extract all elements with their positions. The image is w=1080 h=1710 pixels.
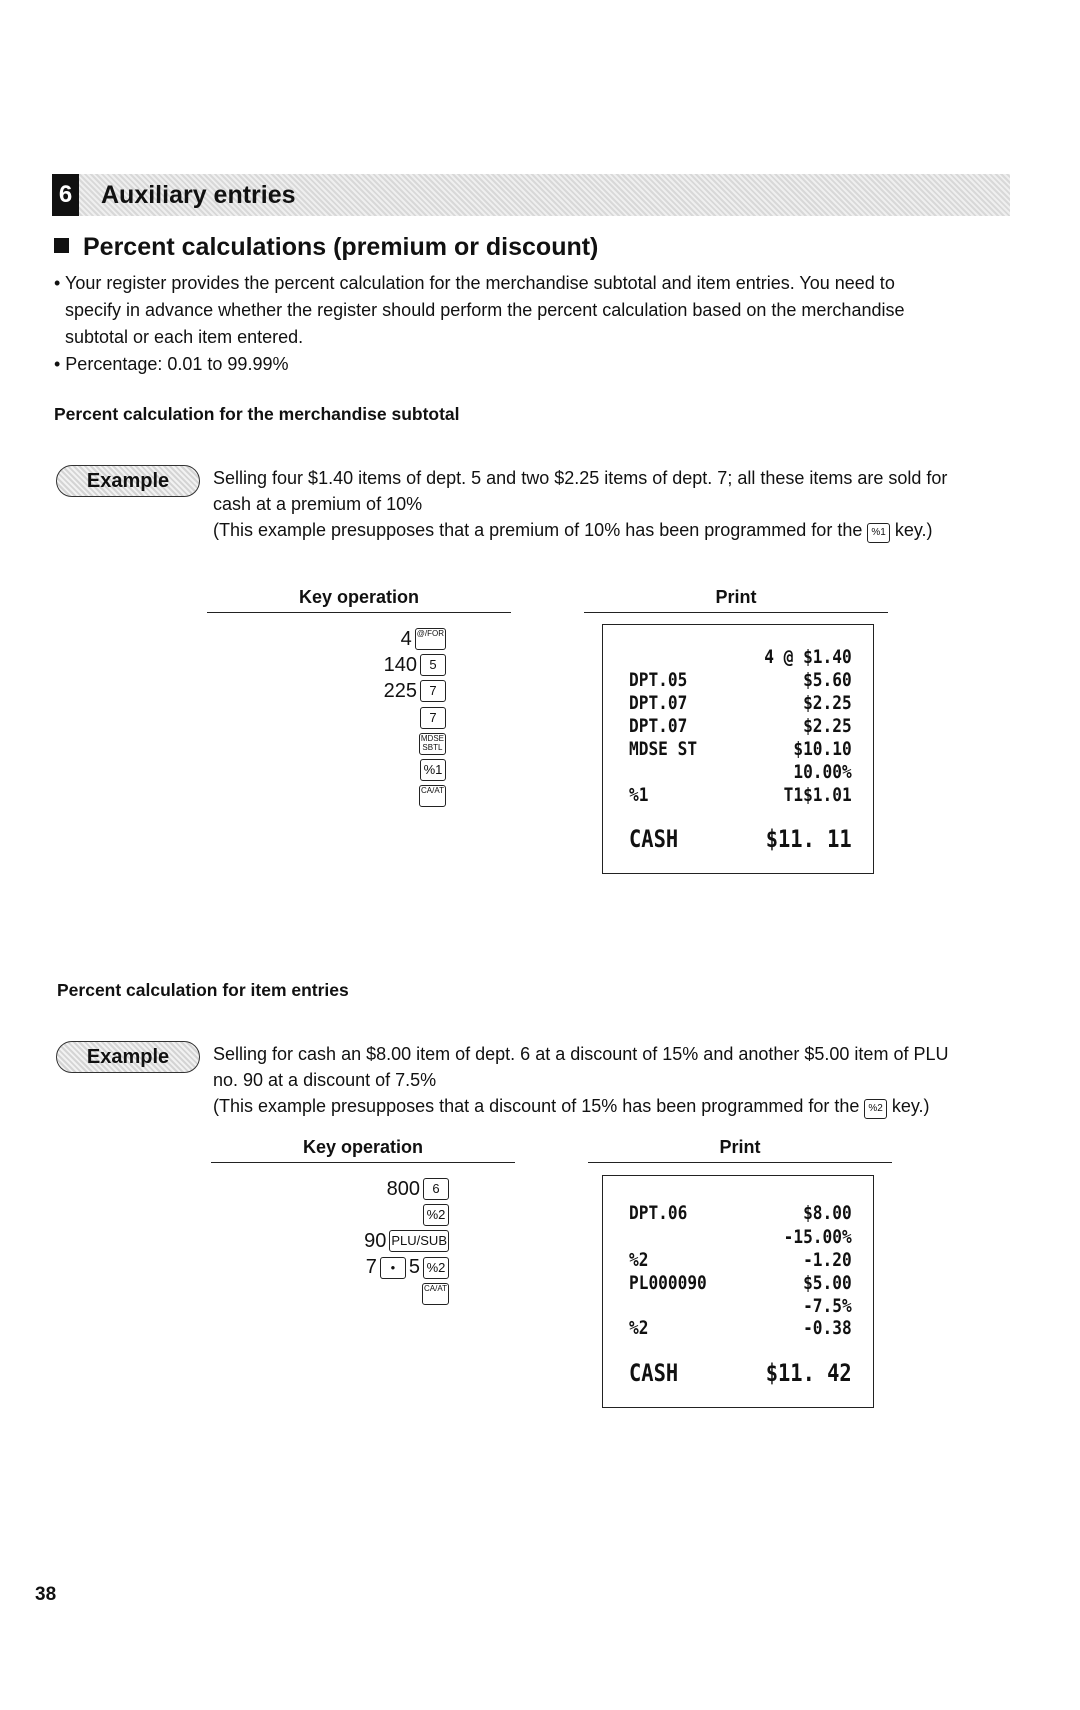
description-line: no. 90 at a discount of 7.5% — [213, 1070, 437, 1090]
receipt-line — [629, 761, 852, 783]
receipt-line — [629, 1202, 852, 1224]
receipt-line — [629, 1249, 852, 1271]
square-bullet-icon — [54, 238, 69, 253]
key-number: 800 — [386, 1177, 420, 1200]
receipt-label: CASH — [629, 1359, 679, 1387]
key-row — [387, 1176, 449, 1202]
receipt-label: PL000090 — [629, 1272, 707, 1294]
key-row — [384, 652, 446, 678]
receipt-label: DPT.07 — [629, 692, 688, 714]
receipt-line — [629, 669, 852, 691]
percent-key-icon: %1 — [867, 523, 889, 543]
receipt-amount: $8.00 — [803, 1202, 852, 1224]
key-row — [420, 1202, 449, 1228]
receipt-label: DPT.07 — [629, 715, 688, 737]
receipt-amount: -15.00% — [783, 1226, 852, 1248]
receipt-amount: $11. 42 — [765, 1359, 852, 1387]
example-description — [213, 465, 947, 543]
example-badge: Example — [56, 1041, 200, 1073]
bullet-line: subtotal or each item entered. — [65, 327, 304, 347]
key-row — [384, 678, 446, 704]
subheading: Percent calculation for item entries — [57, 980, 349, 1000]
receipt-amount: $5.60 — [803, 669, 852, 691]
section-title: Auxiliary entries — [101, 181, 296, 209]
note-text: (This example presupposes that a premium of 10% has been programmed for the — [213, 520, 863, 540]
receipt-line — [629, 825, 852, 853]
receipt-amount: $2.25 — [803, 692, 852, 714]
receipt-line — [629, 692, 852, 714]
key-number: 140 — [383, 653, 417, 676]
key-6: 6 — [423, 1178, 449, 1200]
key-number: 5 — [408, 1256, 420, 1279]
heading-text: Percent calculations (premium or discount) — [83, 233, 599, 261]
print-header: Print — [584, 587, 888, 613]
note-text: key.) — [891, 1096, 930, 1116]
example-note — [213, 517, 947, 543]
key-caat: CA/AT — [419, 785, 446, 807]
example-badge: Example — [56, 465, 200, 497]
page-heading — [54, 233, 598, 262]
key-1: %1 — [420, 759, 446, 781]
receipt-label: CASH — [629, 825, 679, 853]
example-note — [213, 1093, 948, 1119]
receipt-amount: T1$1.01 — [783, 784, 852, 806]
percent-key-icon: %2 — [864, 1099, 886, 1119]
subheading: Percent calculation for the merchandise subtotal — [54, 404, 460, 424]
receipt-line — [629, 1272, 852, 1294]
receipt-amount: 4 @ $1.40 — [764, 646, 852, 668]
key-row — [416, 731, 446, 757]
bullet-line: specify in advance whether the register should perform the percent calculation based on the merchandise — [65, 300, 905, 320]
key-7: 7 — [420, 680, 446, 702]
key-5: 5 — [420, 654, 446, 676]
receipt-amount: $2.25 — [803, 715, 852, 737]
page-number: 38 — [35, 1584, 57, 1605]
key-operation-header: Key operation — [207, 587, 511, 613]
receipt-amount: 10.00% — [793, 761, 852, 783]
receipt-line — [629, 738, 852, 760]
note-text: (This example presupposes that a discount of 15% has been programmed for the — [213, 1096, 860, 1116]
section-number: 6 — [52, 174, 79, 216]
receipt-label: %2 — [629, 1317, 649, 1339]
receipt-amount: $5.00 — [803, 1272, 852, 1294]
receipt-line — [629, 784, 852, 806]
key-2: %2 — [423, 1257, 449, 1279]
key-dot: • — [380, 1257, 406, 1279]
bullet-line: • Percentage: 0.01 to 99.99% — [54, 354, 289, 374]
key-2: %2 — [423, 1204, 449, 1226]
description-line: Selling for cash an $8.00 item of dept. 6 at a discount of 15% and another $5.00 item of PLU — [213, 1044, 949, 1064]
key-mdsesbtl: MDSE SBTL — [419, 733, 446, 755]
receipt-label: DPT.05 — [629, 669, 688, 691]
intro-bullets — [54, 270, 905, 378]
receipt-line — [629, 646, 852, 668]
receipt — [602, 624, 874, 874]
note-text: key.) — [894, 520, 933, 540]
receipt-label: %1 — [629, 784, 649, 806]
receipt-line — [629, 715, 852, 737]
print-header: Print — [588, 1137, 892, 1163]
receipt-label: DPT.06 — [629, 1202, 688, 1224]
key-operation-header: Key operation — [211, 1137, 515, 1163]
key-row — [417, 757, 446, 783]
description-line: Selling four $1.40 items of dept. 5 and two $2.25 items of dept. 7; all these items are sold for — [213, 468, 948, 488]
receipt-amount: -7.5% — [803, 1295, 852, 1317]
receipt-label: MDSE ST — [629, 738, 698, 760]
receipt-amount: -0.38 — [803, 1317, 852, 1339]
receipt-amount: $10.10 — [793, 738, 852, 760]
bullet-line: • Your register provides the percent calculation for the merchandise subtotal and item entries. You need to — [54, 273, 895, 293]
receipt-line — [629, 1295, 852, 1317]
key-number: 90 — [364, 1229, 387, 1252]
receipt-amount: -1.20 — [803, 1249, 852, 1271]
key-row — [366, 1255, 449, 1281]
key-row — [416, 783, 446, 809]
key-plusub: PLU/SUB — [389, 1230, 449, 1252]
key-row — [401, 626, 446, 652]
description-line: cash at a premium of 10% — [213, 494, 423, 514]
key-number: 4 — [400, 627, 412, 650]
receipt-label: %2 — [629, 1249, 649, 1271]
key-for: @/FOR — [415, 628, 446, 650]
receipt-line — [629, 1226, 852, 1248]
example-description — [213, 1041, 948, 1119]
key-row — [364, 1228, 449, 1254]
key-number: 7 — [365, 1256, 377, 1279]
receipt-line — [629, 1359, 852, 1387]
key-number: 225 — [383, 679, 417, 702]
key-row — [419, 1281, 449, 1307]
key-7: 7 — [420, 707, 446, 729]
receipt — [602, 1175, 874, 1408]
receipt-line — [629, 1317, 852, 1339]
key-row — [417, 705, 446, 731]
key-caat: CA/AT — [422, 1283, 449, 1305]
receipt-amount: $11. 11 — [765, 825, 852, 853]
